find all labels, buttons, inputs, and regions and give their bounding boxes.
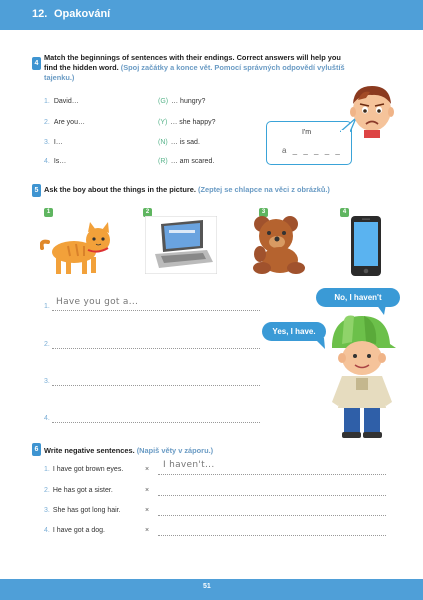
instruction-cz: (Zeptej se chlapce na věci z obrázků.) [198,185,330,194]
negative-answer-line-1[interactable] [158,474,386,475]
page-header [0,0,423,30]
hidden-word-input[interactable]: a _ _ _ _ _ [282,146,342,155]
negative-answer-line-2[interactable] [158,495,386,496]
answer-number-1: 1. [44,303,50,310]
sad-boy-icon [348,80,396,138]
exercise-6-badge: 6 [32,443,41,456]
negative-answer-line-3[interactable] [158,515,386,516]
handwritten-answer-1: Have you got a... [56,297,139,307]
teddy-bear-icon [250,214,310,276]
negative-sentence-1: 1. I have got brown eyes. [44,466,124,473]
negative-sentence-2: 2. He has got a sister. [44,487,113,494]
exercise-4-instruction [44,53,384,83]
negative-sentence-3: 3. She has got long hair. [44,507,121,514]
instruction-cz-line2: tajenku.) [44,73,75,82]
instruction-en-line2: find the hidden word. [44,63,119,72]
match-end-4[interactable]: (R) … am scared. [158,158,215,165]
picture-number-4: 4 [340,208,349,217]
yes-bubble-tail-icon [314,338,326,350]
answer-line-1[interactable] [52,310,260,311]
match-end-1[interactable]: (G) … hungry? [158,98,206,105]
picture-number-1: 1 [44,208,53,217]
match-start-3[interactable]: 3. I… [44,139,63,146]
cross-mark-1: × [145,466,150,473]
unit-title: Opakování [54,8,111,20]
match-end-2[interactable]: (Y) … she happy? [158,119,216,126]
boy-green-cap-icon [326,312,398,440]
answer-line-2[interactable] [52,348,260,349]
page-number: 51 [203,583,211,590]
yes-bubble: Yes, I have. [262,322,326,341]
cross-mark-3: × [145,507,150,514]
picture-number-2: 2 [143,208,152,217]
answer-number-2: 2. [44,341,50,348]
instruction-en-line1: Match the beginnings of sentences with their endings. Correct answers will help you [44,53,341,62]
instruction-en: Write negative sentences. [44,446,135,455]
cat-icon [40,222,120,278]
phone-icon [350,216,382,276]
cross-mark-4: × [145,527,150,534]
instruction-cz-line1: (Spoj začátky a konce vět. Pomocí správných odpovědí vyluštíš [120,63,345,72]
answer-number-3: 3. [44,378,50,385]
answer-line-4[interactable] [52,422,260,423]
instruction-cz: (Napiš věty v záporu.) [136,446,214,455]
match-start-4[interactable]: 4. Is… [44,158,67,165]
instruction-en: Ask the boy about the things in the picture. [44,185,196,194]
speech-im-text: I'm [302,129,312,136]
exercise-4-badge: 4 [32,57,41,70]
exercise-6-instruction [44,446,344,456]
answer-line-3[interactable] [52,385,260,386]
handwritten-negative-1: I haven't... [163,460,215,470]
match-end-3[interactable]: (N) … is sad. [158,139,200,146]
unit-number: 12. [32,8,48,20]
negative-sentence-4: 4. I have got a dog. [44,527,105,534]
answer-number-4: 4. [44,415,50,422]
cross-mark-2: × [145,487,150,494]
picture-number-3: 3 [259,208,268,217]
no-bubble: No, I haven't [316,288,400,307]
match-start-1[interactable]: 1. David… [44,98,79,105]
match-start-2[interactable]: 2. Are you… [44,119,85,126]
exercise-5-instruction [44,185,414,195]
page-footer [0,579,423,600]
negative-answer-line-4[interactable] [158,535,386,536]
laptop-icon [145,216,217,274]
exercise-5-badge: 5 [32,184,41,197]
